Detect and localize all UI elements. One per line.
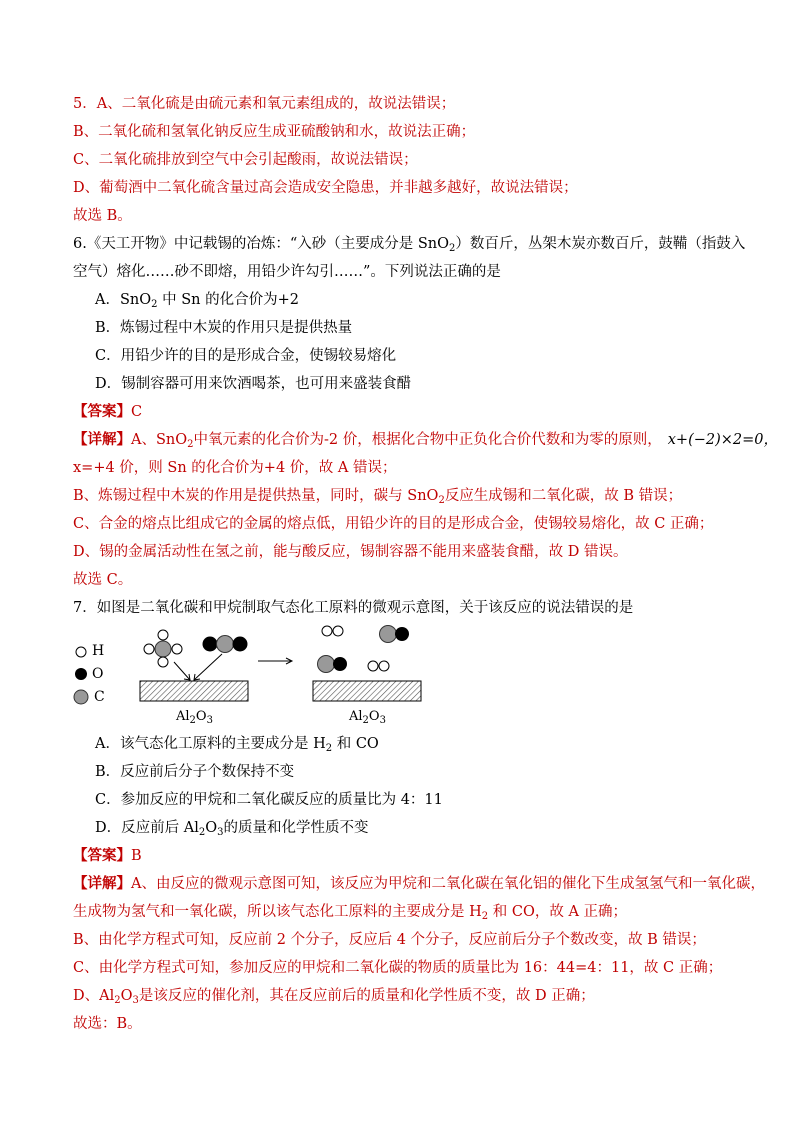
q6-stem-line-2: 空气）熔化……砂不即熔，用铅少许勾引……”。下列说法正确的是 — [73, 264, 501, 280]
q7-option-d — [95, 818, 368, 838]
q7-detail-line-4: C、由化学方程式可知，参加反应的甲烷和二氧化碳的物质的质量比为 16：44=4：11，故 C 正确； — [73, 960, 723, 976]
q5-line-4: D、葡萄酒中二氧化硫含量过高会造成安全隐患，并非越多越好，故说法错误； — [73, 180, 578, 196]
q5-line-3: C、二氧化硫排放到空气中会引起酸雨，故说法错误； — [73, 152, 418, 168]
subscript: 2 — [438, 495, 445, 506]
q7-option-a — [95, 734, 379, 754]
q7-detail-line-5 — [73, 986, 595, 1006]
catalyst-right-icon — [313, 681, 421, 701]
q7-option-a-text-a: A．该气态化工原料的主要成分是 H — [95, 736, 326, 752]
q6-option-a-text-a: A．SnO — [95, 292, 152, 308]
q7-detail-2-text-a: 生成物为氢气和一氧化碳，所以该气态化工原料的主要成分是 H — [73, 904, 482, 920]
q7-option-d-text-c: 的质量和化学性质不变 — [223, 820, 369, 836]
q7-option-c: C．参加反应的甲烷和二氧化碳反应的质量比为 4：11 — [95, 792, 443, 808]
detail-label: 【详解】 — [73, 431, 131, 448]
catalyst-left-label: $Al_2O_3$ — [176, 709, 213, 726]
subscript: 3 — [217, 827, 224, 838]
subscript: 2 — [449, 243, 456, 254]
adsorption-arrows-icon — [174, 654, 222, 680]
q6-detail-line-4: C、合金的熔点比组成它的金属的熔点低，用铅少许的目的是形成合金，使锡较易熔化，故 C 正确； — [73, 516, 714, 532]
legend-h-atom-icon — [76, 647, 86, 657]
q7-answer — [73, 846, 142, 866]
q7-detail-2-text-b: 和 CO，故 A 正确； — [488, 904, 628, 920]
carbon-monoxide-molecule-icon — [380, 626, 410, 643]
q6-detail-3-text-b: 反应生成锡和二氧化碳，故 B 错误； — [444, 488, 683, 504]
q7-detail-line-6: 故选：B。 — [73, 1016, 142, 1032]
q7-detail-5-text-a: D、Al — [73, 988, 115, 1004]
legend-o-label: O — [92, 666, 104, 682]
q6-option-a-text-b: 中 Sn 的化合价为+2 — [157, 292, 299, 308]
legend-h-label: H — [92, 643, 105, 659]
legend-c-atom-icon — [74, 690, 88, 704]
q5-line-5: 故选 B。 — [73, 208, 132, 224]
reaction-diagram-svg — [70, 622, 450, 732]
q6-detail-line-1 — [73, 430, 778, 450]
q7-option-a-text-b: 和 CO — [332, 736, 379, 752]
detail-label: 【详解】 — [73, 875, 131, 892]
q7-option-b: B．反应前后分子个数保持不变 — [95, 764, 295, 780]
q7-detail-line-2 — [73, 902, 627, 922]
subscript: 2 — [114, 995, 121, 1006]
q7-detail-5-text-b: O — [120, 988, 133, 1004]
subscript: 2 — [151, 299, 158, 310]
hydrogen-molecule-icon — [322, 626, 343, 636]
q7-option-d-text-b: O — [205, 820, 218, 836]
q6-option-a — [95, 290, 299, 310]
subscript: 3 — [132, 995, 139, 1006]
q7-option-d-text-a: D．反应前后 Al — [95, 820, 199, 836]
q6-stem-line-1 — [73, 234, 745, 254]
reaction-diagram — [70, 622, 450, 732]
q6-stem-text-b: ）数百斤，丛架木炭亦数百斤，鼓鞴（指鼓入 — [455, 236, 746, 252]
q6-answer — [73, 402, 142, 422]
legend-c-label: C — [94, 689, 105, 705]
q5-line-2: B、二氧化硫和氢氧化钠反应生成亚硫酸钠和水，故说法正确； — [73, 124, 476, 140]
answer-label: 【答案】 — [73, 847, 131, 864]
q7-detail-5-text-c: 是该反应的催化剂，其在反应前后的质量和化学性质不变，故 D 正确； — [138, 988, 595, 1004]
subscript: 2 — [481, 911, 489, 922]
q6-equation: x+(−2)×2=0， — [667, 432, 779, 448]
reaction-arrow-icon — [258, 658, 292, 664]
q7-stem: 7．如图是二氧化碳和甲烷制取气态化工原料的微观示意图，关于该反应的说法错误的是 — [73, 600, 634, 616]
carbon-monoxide-molecule-icon — [318, 656, 348, 673]
q6-option-b: B．炼锡过程中木炭的作用只是提供热量 — [95, 320, 353, 336]
q6-detail-line-5: D、锡的金属活动性在氢之前，能与酸反应，锡制容器不能用来盛装食醋，故 D 错误。 — [73, 544, 628, 560]
subscript: 2 — [325, 743, 333, 754]
answer-value: C — [131, 404, 143, 420]
q6-detail-3-text-a: B、炼锡过程中木炭的作用是提供热量，同时，碳与 SnO — [73, 488, 439, 504]
catalyst-right-label: $Al_2O_3$ — [349, 709, 386, 726]
hydrogen-molecule-icon — [368, 661, 389, 671]
q6-stem-text-a: 6.《天工开物》中记载锡的冶炼：“入砂（主要成分是 SnO — [73, 236, 450, 252]
q6-detail-text-b: 中氧元素的化合价为-2 价，根据化合物中正负化合价代数和为零的原则， — [193, 432, 662, 448]
q6-detail-text-a: A、SnO — [131, 432, 188, 448]
q6-option-c: C．用铅少许的目的是形成合金，使锡较易熔化 — [95, 348, 397, 364]
answer-label: 【答案】 — [73, 403, 131, 420]
subscript: 2 — [187, 439, 194, 450]
q7-detail-line-3: B、由化学方程式可知，反应前 2 个分子，反应后 4 个分子，反应前后分子个数改变，故 B 错误； — [73, 932, 706, 948]
subscript: 2 — [198, 827, 206, 838]
q7-detail-1-text: A、由反应的微观示意图可知，该反应为甲烷和二氧化碳在氧化铝的催化下生成氢氢气和一氧化碳， — [131, 876, 765, 892]
q6-detail-line-2: x=+4 价，则 Sn 的化合价为+4 价，故 A 错误； — [73, 460, 397, 476]
answer-value: B — [131, 848, 142, 864]
q7-detail-line-1 — [73, 874, 765, 894]
catalyst-left-icon — [140, 681, 248, 701]
q6-option-d: D．锡制容器可用来饮酒喝茶，也可用来盛装食醋 — [95, 376, 412, 392]
methane-molecule-icon — [144, 630, 182, 667]
q6-detail-line-6: 故选 C。 — [73, 572, 133, 588]
q5-line-1: 5．A、二氧化硫是由硫元素和氧元素组成的，故说法错误； — [73, 96, 456, 112]
legend-o-atom-icon — [75, 668, 87, 680]
carbon-dioxide-molecule-icon — [203, 636, 248, 653]
q6-detail-line-3 — [73, 486, 682, 506]
